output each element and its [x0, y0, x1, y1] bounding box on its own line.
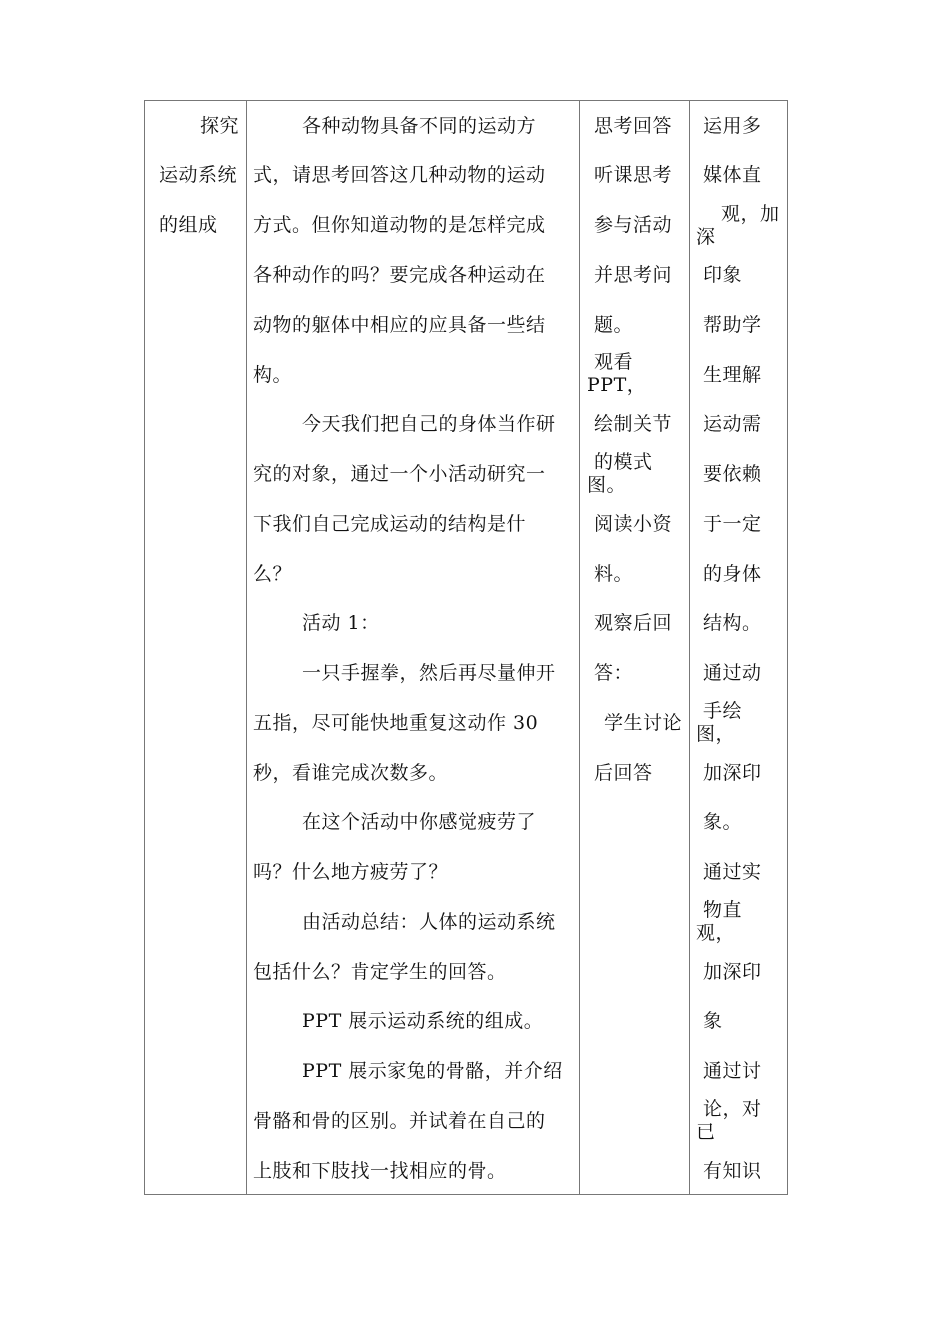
teacher-line: 活动 1：: [302, 612, 380, 634]
intent-line: 加深印: [703, 961, 762, 983]
teacher-line: 吗？什么地方疲劳了？: [253, 861, 449, 883]
column-divider: [689, 101, 690, 1194]
teacher-line: 么？: [253, 563, 293, 585]
intent-line: 象。: [703, 811, 743, 833]
teacher-line: 由活动总结：人体的运动系统: [302, 911, 556, 933]
teacher-line: 今天我们把自己的身体当作研: [302, 413, 556, 435]
student-line: PPT，: [587, 374, 647, 396]
teacher-line: 秒，看谁完成次数多。: [253, 762, 449, 784]
intent-line: 物直: [703, 899, 743, 921]
intent-line: 媒体直: [703, 164, 762, 186]
intent-line: 生理解: [703, 364, 762, 386]
teacher-line: 究的对象，通过一个小活动研究一: [253, 463, 546, 485]
intent-line: 观，加: [721, 203, 780, 225]
student-line: 答：: [594, 662, 634, 684]
student-line: 后回答: [594, 762, 653, 784]
intent-line: 通过讨: [703, 1060, 762, 1082]
column-divider: [579, 101, 580, 1194]
teacher-line: 在这个活动中你感觉疲劳了: [302, 811, 537, 833]
teacher-line: 方式。但你知道动物的是怎样完成: [253, 214, 546, 236]
teacher-line: 构。: [253, 364, 293, 386]
student-line: 参与活动: [594, 214, 673, 236]
student-line: 料。: [594, 563, 634, 585]
student-line: 思考回答: [594, 115, 673, 137]
intent-line: 有知识: [703, 1160, 762, 1182]
student-line: 观看: [594, 351, 634, 373]
student-line: 听课思考: [594, 164, 673, 186]
intent-line: 论，对: [703, 1098, 762, 1120]
intent-line: 手绘: [703, 700, 743, 722]
teacher-line: 五指，尽可能快地重复这动作 30: [253, 712, 539, 734]
intent-line: 通过动: [703, 662, 762, 684]
student-line: 学生讨论: [604, 712, 683, 734]
teacher-line: PPT 展示运动系统的组成。: [302, 1010, 544, 1032]
student-line: 题。: [594, 314, 634, 336]
intent-line: 图，: [696, 723, 736, 745]
teacher-line: 动物的躯体中相应的应具备一些结: [253, 314, 546, 336]
intent-line: 加深印: [703, 762, 762, 784]
student-line: 的模式: [594, 451, 653, 473]
intent-line: 帮助学: [703, 314, 762, 336]
intent-line: 已: [696, 1121, 716, 1143]
intent-line: 的身体: [703, 563, 762, 585]
teacher-line: 一只手握拳，然后再尽量伸开: [302, 662, 556, 684]
intent-line: 运动需: [703, 413, 762, 435]
intent-line: 通过实: [703, 861, 762, 883]
lesson-table: [144, 100, 788, 1195]
column-divider: [246, 101, 247, 1194]
intent-line: 结构。: [703, 612, 762, 634]
student-line: 观察后回: [594, 612, 673, 634]
intent-line: 要依赖: [703, 463, 762, 485]
teacher-line: PPT 展示家兔的骨骼，并介绍: [302, 1060, 563, 1082]
student-line: 阅读小资: [594, 513, 673, 535]
teacher-line: 各种动物具备不同的运动方: [302, 115, 537, 137]
teacher-line: 各种动作的吗？要完成各种运动在: [253, 264, 546, 286]
teacher-line: 骨骼和骨的区别。并试着在自己的: [253, 1110, 546, 1132]
teacher-line: 式，请思考回答这几种动物的运动: [253, 164, 546, 186]
student-line: 绘制关节: [594, 413, 673, 435]
student-line: 图。: [587, 474, 627, 496]
stage-line: 探究: [200, 115, 240, 137]
intent-line: 观，: [696, 922, 736, 944]
stage-line: 运动系统: [159, 164, 238, 186]
teacher-line: 上肢和下肢找一找相应的骨。: [253, 1160, 507, 1182]
intent-line: 深: [696, 226, 716, 248]
student-line: 并思考问: [594, 264, 673, 286]
teacher-line: 包括什么？肯定学生的回答。: [253, 961, 507, 983]
intent-line: 于一定: [703, 513, 762, 535]
stage-line: 的组成: [159, 214, 218, 236]
intent-line: 运用多: [703, 115, 762, 137]
intent-line: 印象: [703, 264, 743, 286]
intent-line: 象: [703, 1010, 723, 1032]
teacher-line: 下我们自己完成运动的结构是什: [253, 513, 527, 535]
